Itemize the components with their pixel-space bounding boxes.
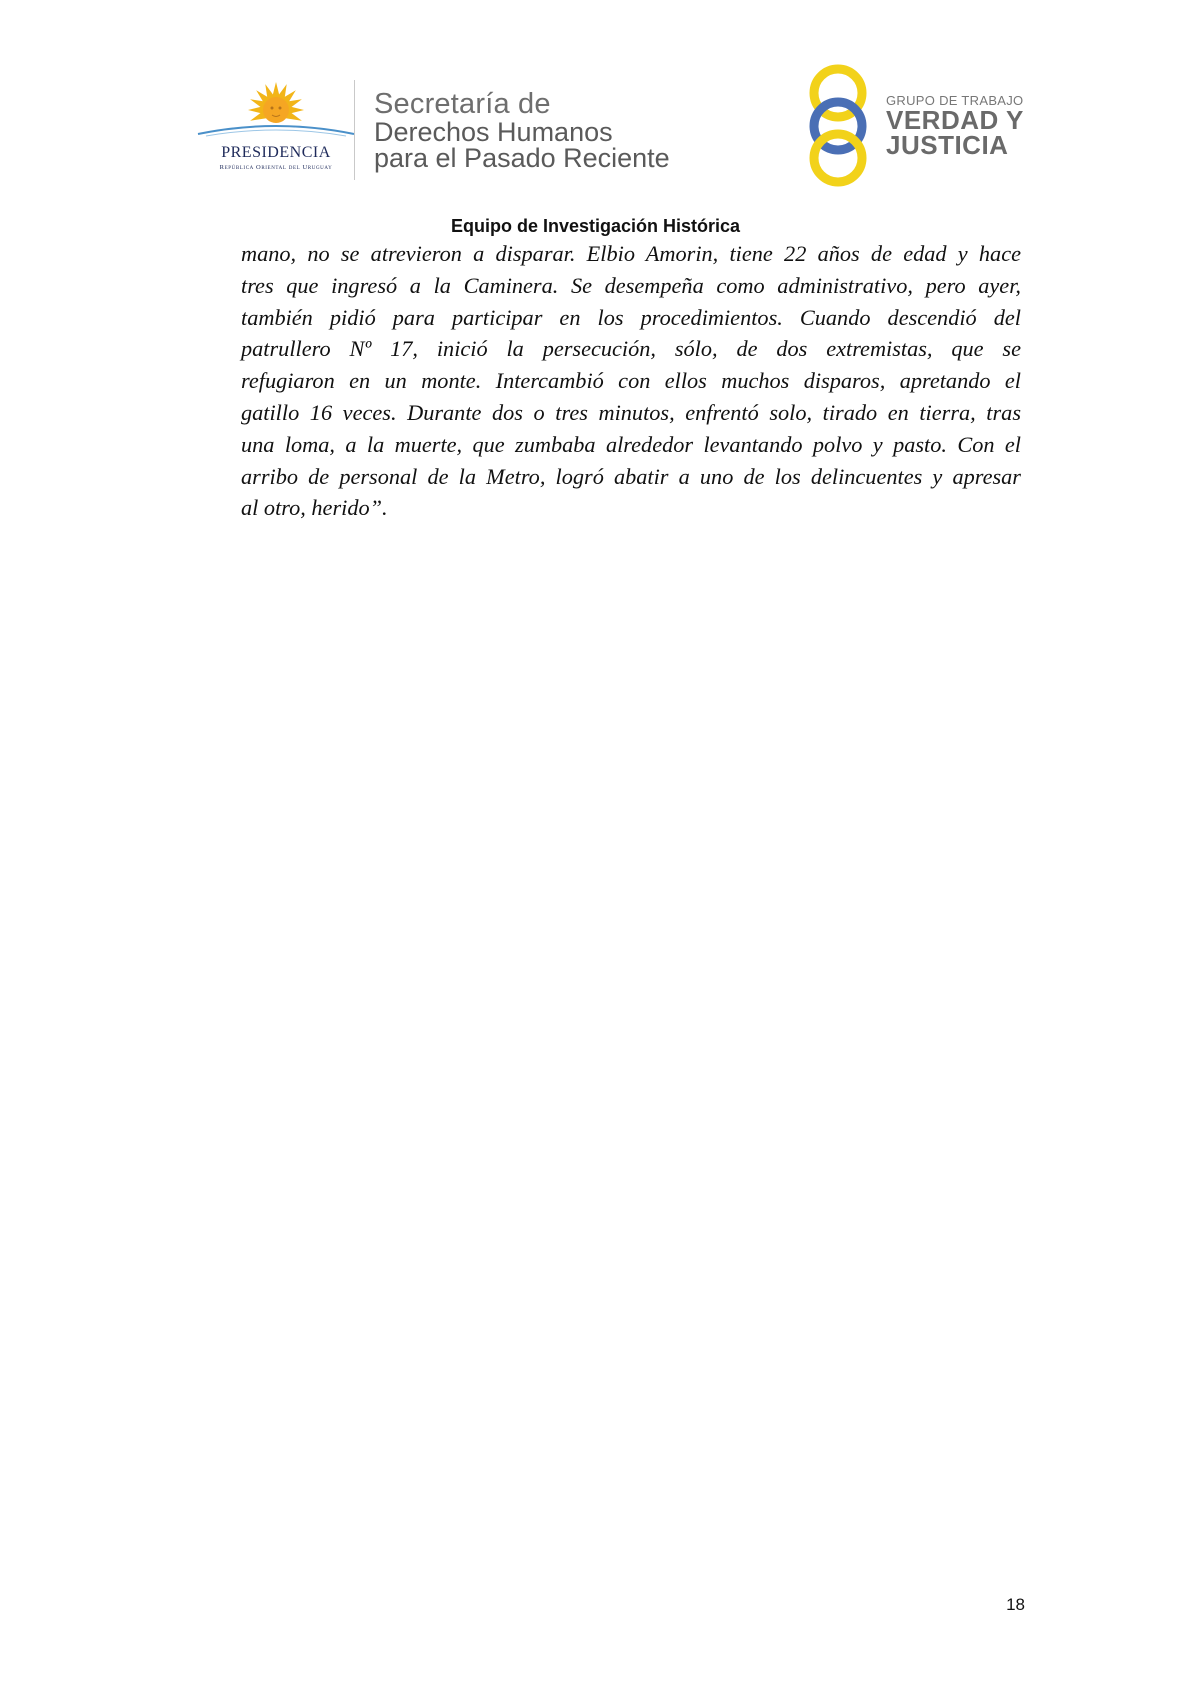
vj-line-2: VERDAD Y: [886, 105, 1024, 135]
body-line: tres que ingresó a la Caminera. Se desempeña como administrativo, pero ayer,: [241, 272, 1021, 298]
page-number: 18: [1006, 1595, 1025, 1614]
body-line: también pidió para participar en los procedimientos. Cuando descendió del: [241, 304, 1021, 330]
logo-divider: [354, 80, 355, 180]
presidencia-subtitle: República Oriental del Uruguay: [219, 164, 333, 171]
verdad-justicia-logotype: [886, 94, 1024, 158]
vj-line-1: GRUPO DE TRABAJO: [886, 93, 1024, 108]
page-header: [0, 0, 1191, 236]
body-paragraph: [241, 238, 1021, 524]
body-line: arribo de personal de la Metro, logró abatir a uno de los delincuentes y apresar: [241, 463, 1021, 489]
secretaria-line-2: Derechos Humanos: [374, 117, 613, 147]
body-line: patrullero Nº 17, inició la persecución, sólo, de dos extremistas, que se: [241, 336, 1021, 362]
body-line: gatillo 16 veces. Durante dos o tres minutos, enfrentó solo, tirado en tierra, tras: [241, 399, 1021, 425]
secretaria-line-1: Secretaría de: [374, 88, 551, 120]
body-line: una loma, a la muerte, que zumbaba alrededor levantando polvo y pasto. Con el: [241, 431, 1021, 457]
body-line: refugiaron en un monte. Intercambió con ellos muchos disparos, apretando el: [241, 368, 1021, 394]
secretaria-line-3: para el Pasado Reciente: [374, 143, 670, 173]
presidencia-logo: [196, 82, 356, 177]
presidencia-name: PRESIDENCIA: [221, 144, 331, 161]
body-line: mano, no se atrevieron a disparar. Elbio Amorin, tiene 22 años de edad y hace: [241, 241, 1021, 266]
secretaria-logotype: [374, 90, 670, 171]
team-title: Equipo de Investigación Histórica: [450, 216, 741, 236]
body-line: al otro, herido”.: [241, 495, 388, 521]
sun-emblem-icon: [196, 82, 356, 142]
vj-line-3: JUSTICIA: [886, 130, 1009, 160]
